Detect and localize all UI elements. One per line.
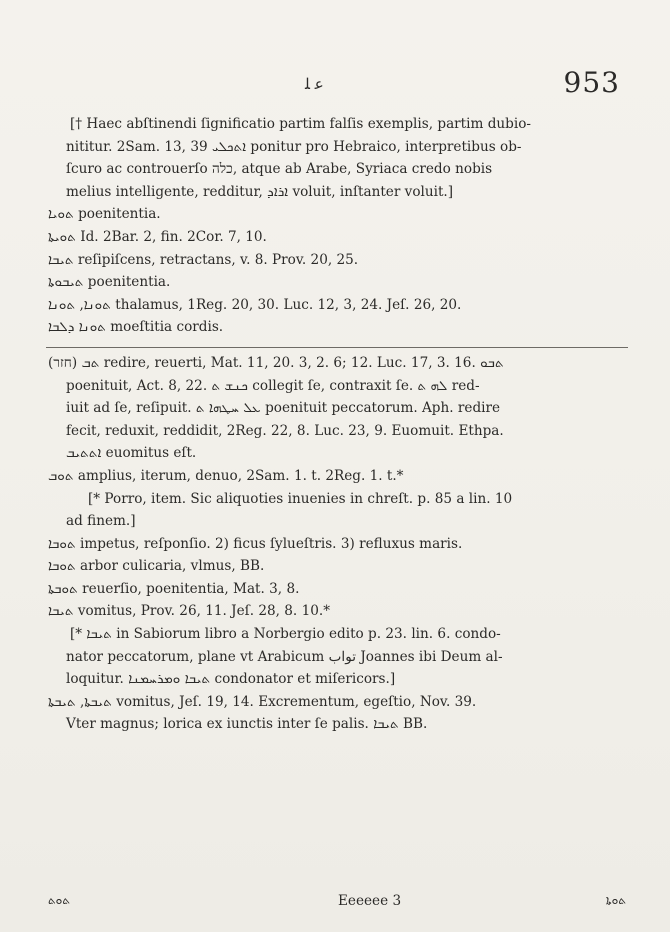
entry-line-l18: ad finem.] <box>66 513 136 530</box>
footer-catchword: ܬܘܬܐ <box>605 893 626 907</box>
running-head: ﻋ ﻠ <box>305 75 324 93</box>
signature-mark: Eeeeee 3 <box>338 893 402 909</box>
entry-line-l20: ܬܘܒܐ arbor culicaria, vlmus, BB. <box>48 558 265 575</box>
entry-line-l23: [* ܬܝܒܐ in Sabiorum libro a Norbergio edito p. 23. lin. 6. condo- <box>70 626 501 643</box>
entry-line-l03: ſcuro ac controuerſo כלה, atque ab Arabe, Syriaca credo nobis <box>66 161 493 178</box>
entry-line-l07: ܬܝܒܐ reſipiſcens, retractans, v. 8. Prov. 20, 25. <box>48 251 359 268</box>
entry-line-l26: ܬܝܒܬܐ, ܬܝܒܬܐ vomitus, Jeſ. 19, 14. Excrementum, egeſtio, Nov. 39. <box>48 693 477 710</box>
entry-line-l14: fecit, reduxit, reddidit, 2Reg. 22, 8. Luc. 23, 9. Euomuit. Ethpa. <box>66 422 504 439</box>
entry-line-l08: ܬܝܒܘܬܐ poenitentia. <box>48 274 171 291</box>
entry-line-l13: iuit ad ſe, reſipuit. ܥܠ ܚܛܗܐ ܬ poenituit peccatorum. Aph. redire <box>66 400 501 417</box>
entry-line-l24: nator peccatorum, plane vt Arabicum ﺗﻮاب Joannes ibi Deum al- <box>66 648 503 665</box>
entry-line-l05: ܬܘܝܐ poenitentia. <box>48 206 161 223</box>
section-rule <box>46 347 628 348</box>
entry-line-l09: ܬܘܢܐ, ܬܘܢܐ thalamus, 1Reg. 20, 30. Luc. 12, 3, 24. Jeſ. 26, 20. <box>48 296 462 313</box>
entry-line-l17: [* Porro, item. Sic aliquoties inuenies in chreſt. p. 85 a lin. 10 <box>88 490 513 507</box>
entry-line-l02: nititur. 2Sam. 13, 39 ܐܬܟܠܝ ponitur pro Hebraico, interpretibus ob- <box>66 138 522 155</box>
entry-line-l27: Vter magnus; lorica ex iunctis inter ſe palis. ܬܝܒܐ BB. <box>66 716 428 733</box>
entry-line-l01: [† Haec abſtinendi ſignificatio partim falſis exemplis, partim dubio- <box>70 116 531 132</box>
page-number: 953 <box>563 66 620 99</box>
entry-line-l04: melius intelligente, redditur, ܐܪܐܕ voluit, inſtanter voluit.] <box>66 183 454 200</box>
entry-line-l25: loquitur. ܬܝܒܐ ܘܡܪܚܡܢܐ condonator et miſericors.] <box>66 671 396 688</box>
entry-line-l16: ܬܘܒ amplius, iterum, denuo, 2Sam. 1. t. 2Reg. 1. t.* <box>48 467 404 484</box>
entry-line-l10: ܬܘܢܐ ܕܠܒܐ moeſtitia cordis. <box>48 319 224 336</box>
entry-line-l21: ܬܘܒܬܐ reuerſio, poenitentia, Mat. 3, 8. <box>48 580 300 597</box>
entry-line-l19: ܬܘܒܐ impetus, reſponſio. 2) ficus ſylueſtris. 3) refluxus maris. <box>48 535 463 552</box>
entry-line-l15: ܐܬܬܝܒ euomitus eſt. <box>66 445 197 462</box>
lexicon-body <box>48 113 628 736</box>
entry-line-l11: (חזר) ܬܒ redire, reuerti, Mat. 11, 20. 3, 2. 6; 12. Luc. 17, 3. 16. ܬܒܘ <box>48 354 504 371</box>
entry-line-l12: poenituit, Act. 8, 22. ܟܢܫ ܬ collegit ſe, contraxit ſe. ܠܗ ܬ red- <box>66 377 480 394</box>
footer-catchword-left: ܬܘܬ <box>48 893 71 907</box>
entry-line-l22: ܬܝܒܐ vomitus, Prov. 26, 11. Jeſ. 28, 8. 10.* <box>48 603 330 620</box>
entry-line-l06: ܬܘܝܬܐ Id. 2Bar. 2, fin. 2Cor. 7, 10. <box>48 228 267 245</box>
